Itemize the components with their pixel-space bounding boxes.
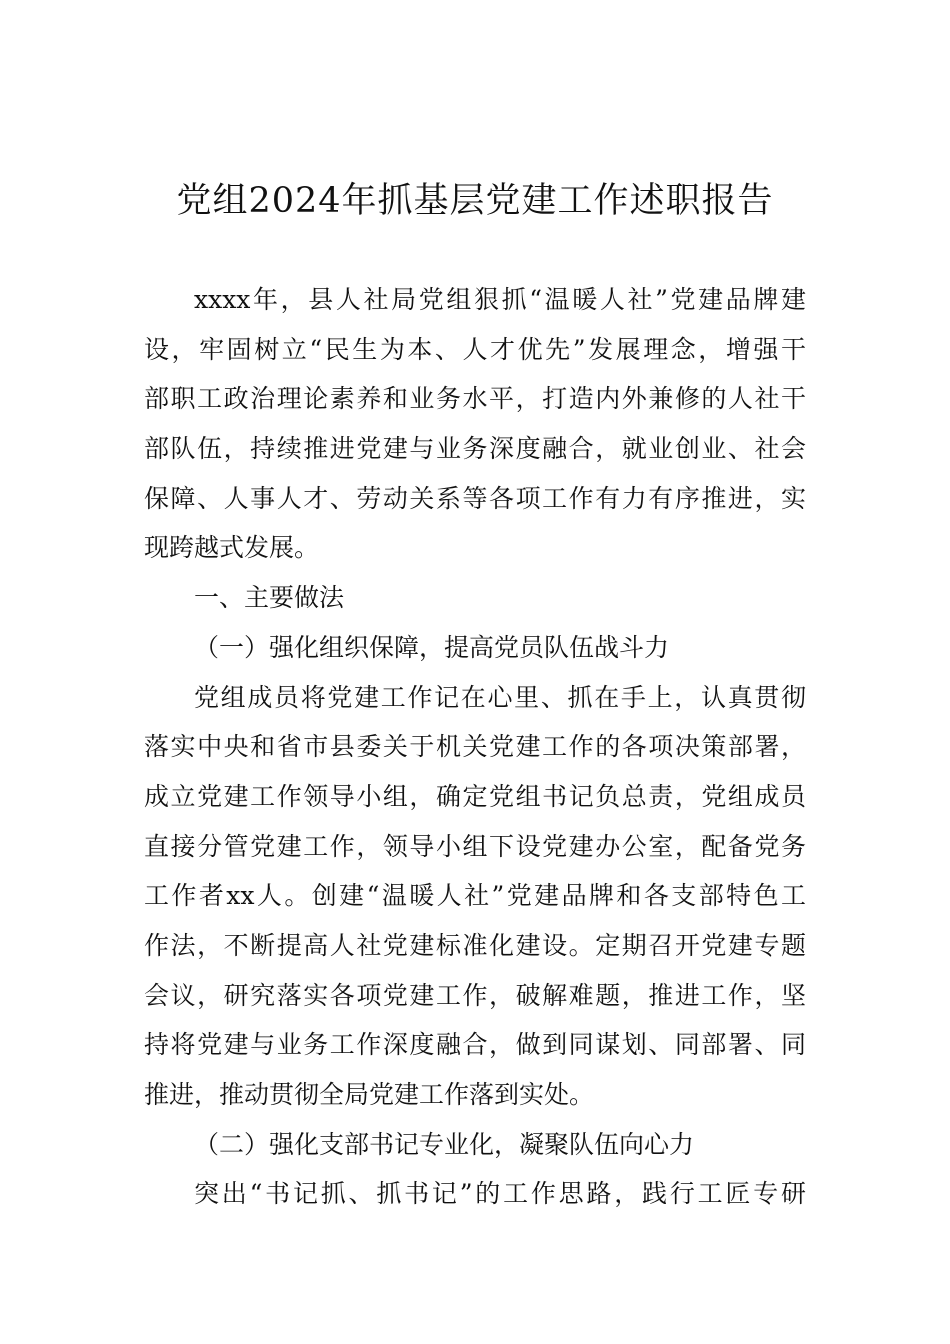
paragraph-line: 作法，不断提高人社党建标准化建设。定期召开党建专题 — [144, 930, 806, 960]
paragraph-line: 突出“书记抓、抓书记”的工作思路，践行工匠专研 — [194, 1179, 806, 1209]
paragraph-line: 直接分管党建工作，领导小组下设党建办公室，配备党务 — [144, 831, 806, 861]
paragraph-line: 保障、人事人才、劳动关系等各项工作有力有序推进，实 — [144, 483, 806, 513]
paragraph-line: 成立党建工作领导小组，确定党组书记负总责，党组成员 — [144, 781, 806, 811]
paragraph-line: 党组成员将党建工作记在心里、抓在手上，认真贯彻 — [194, 682, 806, 712]
paragraph-line: 推进，推动贯彻全局党建工作落到实处。 — [144, 1080, 595, 1109]
document-body — [144, 275, 806, 1219]
section-heading: 一、主要做法 — [194, 583, 345, 613]
paragraph-line: 会议，研究落实各项党建工作，破解难题，推进工作，坚 — [144, 980, 806, 1010]
paragraph-line: 工作者xx人。创建“温暖人社”党建品牌和各支部特色工 — [144, 881, 806, 911]
paragraph-line: 现跨越式发展。 — [144, 533, 320, 563]
paragraph-line: 部队伍，持续推进党建与业务深度融合，就业创业、社会 — [144, 434, 806, 464]
subsection-heading: （一）强化组织保障，提高党员队伍战斗力 — [194, 632, 670, 662]
subsection-heading: （二）强化支部书记专业化，凝聚队伍向心力 — [194, 1129, 695, 1159]
paragraph-line: 设，牢固树立“民生为本、人才优先”发展理念，增强干 — [144, 334, 806, 364]
paragraph-line: xxxx年，县人社局党组狠抓“温暖人社”党建品牌建 — [194, 285, 806, 314]
paragraph-line: 部职工政治理论素养和业务水平，打造内外兼修的人社干 — [144, 384, 806, 414]
document-title: 党组2024年抓基层党建工作述职报告 — [176, 181, 774, 221]
paragraph-line: 持将党建与业务工作深度融合，做到同谋划、同部署、同 — [144, 1030, 806, 1060]
paragraph-line: 落实中央和省市县委关于机关党建工作的各项决策部署， — [144, 732, 806, 762]
